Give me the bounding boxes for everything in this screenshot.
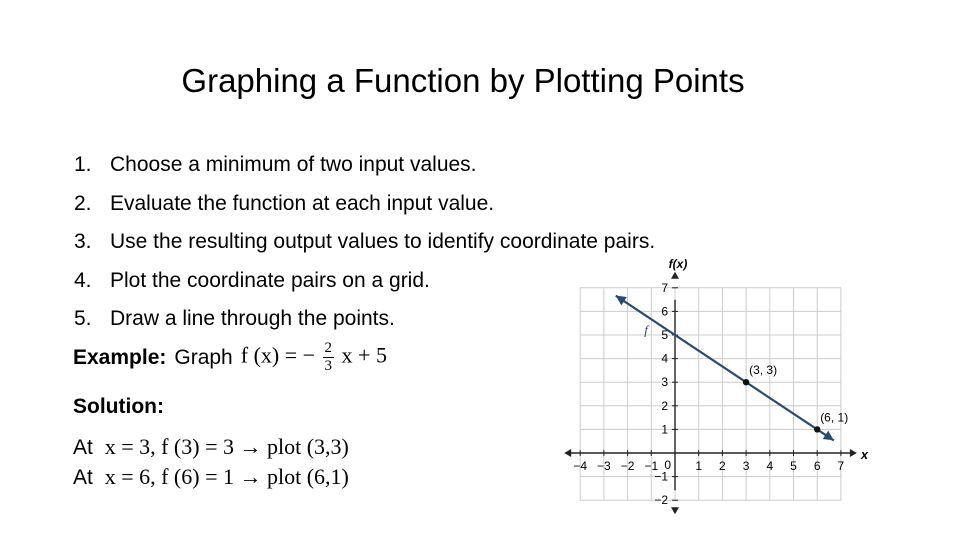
x-tick-label: 2 — [719, 459, 726, 473]
y-tick-label: 5 — [661, 328, 668, 342]
x-tick-label: 5 — [790, 459, 797, 473]
step-number: 3. — [74, 230, 92, 253]
step-text: Use the resulting output values to identify coordinate pairs. — [110, 230, 656, 253]
y-tick-label: −1 — [654, 469, 668, 484]
solution-math: x = 6, f (6) = 1 → plot (6,1) — [104, 464, 349, 489]
y-tick-label: 4 — [661, 351, 668, 366]
step-text: Draw a line through the points. — [110, 307, 395, 330]
solution-label: Solution: — [73, 395, 164, 418]
x-tick-label: 7 — [837, 459, 845, 473]
equation-rhs: x + 5 — [341, 342, 387, 368]
step-number: 2. — [74, 191, 92, 215]
fraction-numerator: 2 — [324, 340, 333, 356]
step-text: Plot the coordinate pairs on a grid. — [110, 268, 430, 292]
step-text: Choose a minimum of two input values. — [110, 153, 477, 176]
x-tick-label: 3 — [742, 459, 750, 473]
y-axis-arrow-up — [671, 272, 679, 279]
example-prefix: Graph — [174, 345, 233, 369]
example-label: Example: — [73, 345, 167, 369]
slide-title: Graphing a Function by Plotting Points — [181, 62, 745, 99]
origin-label: 0 — [664, 458, 671, 472]
point-label: (6, 1) — [820, 410, 849, 425]
data-point — [814, 426, 820, 432]
y-axis-label: f(x) — [668, 256, 688, 271]
data-point — [743, 379, 749, 385]
y-tick-label: 3 — [661, 375, 668, 390]
solution-line — [73, 464, 349, 490]
x-tick-label: −3 — [597, 459, 611, 473]
y-tick-label: 2 — [661, 398, 668, 413]
function-equation — [241, 340, 387, 375]
solution-prefix: At — [73, 466, 93, 489]
step-item — [74, 185, 655, 224]
x-axis-label: x — [860, 447, 869, 462]
step-number: 4. — [74, 268, 92, 292]
y-tick-label: 6 — [661, 304, 668, 319]
x-tick-label: 4 — [766, 459, 774, 473]
equation-lhs: f (x) = − — [240, 342, 316, 368]
x-axis-arrow-left — [564, 449, 571, 457]
x-tick-label: 6 — [813, 459, 821, 473]
equation-fraction — [323, 340, 335, 375]
step-number: 1. — [74, 153, 92, 176]
function-graph — [560, 255, 870, 527]
step-item — [74, 146, 655, 185]
x-tick-label: 1 — [695, 459, 703, 473]
function-line — [616, 296, 834, 441]
solution-math: x = 3, f (3) = 3 → plot (3,3) — [104, 434, 349, 459]
x-axis-arrow-right — [850, 449, 857, 457]
line-arrow-start — [616, 296, 627, 306]
example-line — [73, 340, 387, 375]
x-tick-label: −1 — [644, 459, 659, 473]
line-label: f — [644, 322, 648, 338]
x-tick-label: −4 — [573, 459, 588, 473]
y-tick-label: 7 — [661, 280, 668, 295]
point-label: (3, 3) — [749, 363, 778, 378]
fraction-denominator: 3 — [324, 358, 333, 374]
y-tick-label: 1 — [661, 422, 668, 437]
y-tick-label: −2 — [654, 493, 668, 508]
solution-prefix: At — [73, 436, 93, 459]
x-tick-label: −2 — [620, 459, 635, 473]
solution-line — [73, 434, 349, 460]
step-text: Evaluate the function at each input value. — [110, 191, 495, 215]
y-axis-arrow-down — [671, 507, 679, 514]
line-arrow-end — [823, 431, 834, 441]
step-number: 5. — [74, 307, 92, 330]
